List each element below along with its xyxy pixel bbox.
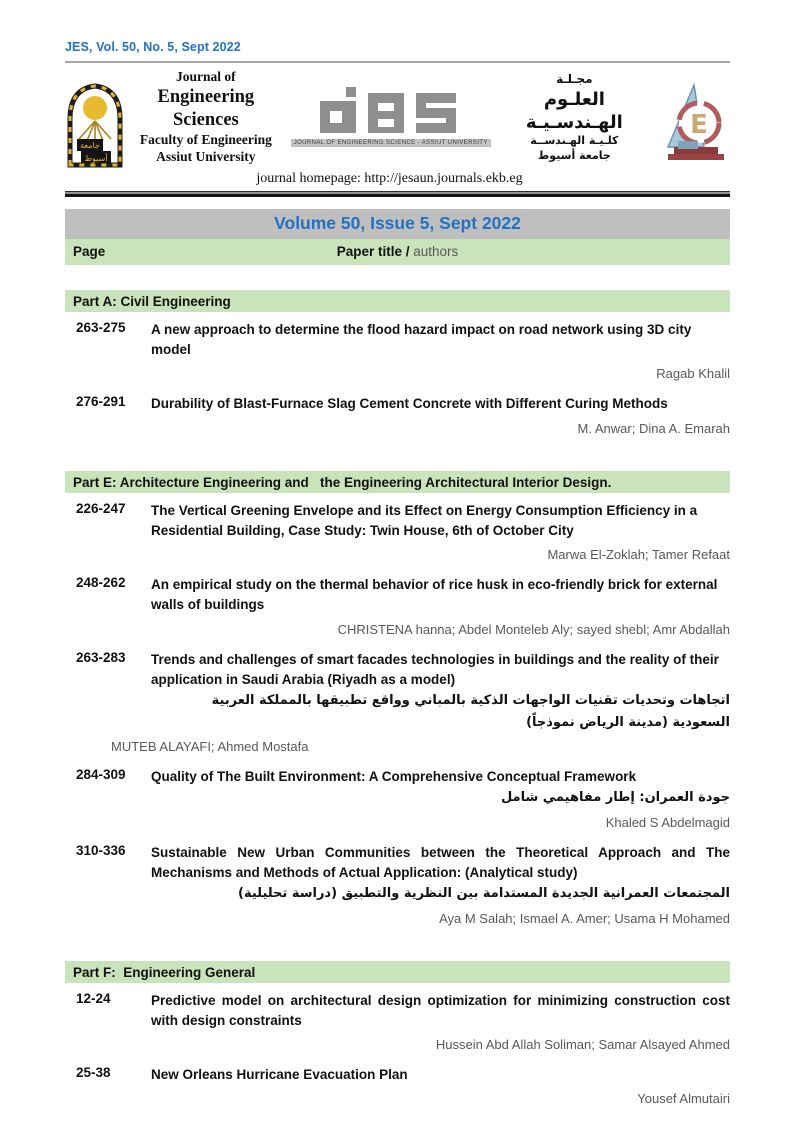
arabic-journal-name: العلـوم الهـندسـيـة <box>525 88 623 133</box>
masthead <box>65 63 730 191</box>
toc-section <box>65 471 730 936</box>
paper-pages: 263-275 <box>76 319 126 335</box>
paper-row <box>65 840 730 936</box>
paper-pages: 276-291 <box>76 394 126 410</box>
paper-title: Quality of The Built Environment: A Comprehensive Conceptual Framework <box>151 769 637 784</box>
section-header: Part E: Architecture Engineering and the Engineering Architectural Interior Design. <box>65 471 730 493</box>
paper-authors: CHRISTENA hanna; Abdel Monteleb Aly; sayed shebl; Amr Abdallah <box>337 621 730 637</box>
svg-text:جامعة: جامعة <box>80 141 100 151</box>
volume-banner-title: Volume 50, Issue 5, Sept 2022 <box>274 213 521 234</box>
paper-title-arabic: المجتمعات العمرانية الجديدة المستدامة بين النظرية والتطبيق (دراسة تحليلية) <box>238 886 730 902</box>
paper-row <box>65 498 730 573</box>
issue-line: JES, Vol. 50, No. 5, Sept 2022 <box>65 40 241 54</box>
svg-text:أسيوط: أسيوط <box>84 154 108 164</box>
paper-entry <box>151 572 730 647</box>
arabic-magazine-line: مجـلـة <box>556 71 593 86</box>
journal-title-block <box>125 69 287 166</box>
paper-pages: 284-309 <box>76 767 126 782</box>
section-header: Part A: Civil Engineering <box>65 290 730 312</box>
faculty-of-engineering-logo-icon <box>654 81 730 174</box>
jes-logo-icon <box>287 87 495 147</box>
paper-title: Trends and challenges of smart facades technologies in buildings and the reality of their application in Saudi Arabia (Riyadh as a model) <box>151 651 719 687</box>
paper-entry <box>151 764 730 840</box>
paper-authors: MUTEB ALAYAFI; Ahmed Mostafa <box>111 739 309 754</box>
paper-pages: 226-247 <box>76 500 126 516</box>
assiut-university-logo-icon <box>65 81 125 174</box>
paper-entry <box>151 840 730 936</box>
paper-pages: 310-336 <box>76 842 126 858</box>
journal-homepage-link[interactable]: journal homepage: http://jesaun.journals.ekb.eg <box>256 170 523 186</box>
paper-entry <box>151 988 730 1063</box>
paper-title: Sustainable New Urban Communities between the Theoretical Approach and The Mechanisms and Methods of Actual Application: (Analytical study) <box>151 844 730 880</box>
paper-row <box>65 317 730 392</box>
paper-title-label: Paper title / <box>336 244 414 260</box>
paper-title: New Orleans Hurricane Evacuation Plan <box>151 1067 408 1083</box>
paper-entry <box>151 391 730 445</box>
paper-title: Durability of Blast-Furnace Slag Cement Concrete with Different Curing Methods <box>151 396 668 412</box>
paper-title: The Vertical Greening Envelope and its Effect on Energy Consumption Efficiency in a Residential Building, Case Study: Twin House, 6th of October City <box>151 502 698 538</box>
paper-entry <box>151 1062 730 1116</box>
toc-section <box>65 961 730 1117</box>
page-column-header: Page <box>73 244 106 260</box>
paper-title-arabic: اتجاهات وتحديات تقنيات الواجهات الذكية بالمباني وواقع تطبيقها بالمملكة العربية السعودية (مدينة الرياض نموذجاً) <box>211 693 730 730</box>
paper-entry <box>151 317 730 392</box>
paper-authors: Yousef Almutairi <box>637 1091 730 1107</box>
paper-row <box>65 647 730 764</box>
paper-entry <box>151 498 730 573</box>
table-header-row <box>65 239 730 265</box>
volume-banner <box>65 209 730 239</box>
paper-authors: M. Anwar; Dina A. Emarah <box>577 420 730 436</box>
paper-title-column-header <box>65 244 730 259</box>
paper-row <box>65 391 730 445</box>
jes-logo-caption: JOURNAL OF ENGINEERING SCIENCE - ASSIUT UNIVERSITY <box>291 139 491 147</box>
journal-title-block-arabic <box>495 72 654 163</box>
svg-text:E: E <box>690 110 708 141</box>
paper-title-arabic: جودة العمران: إطار مفاهيمي شامل <box>500 790 730 806</box>
toc-sections <box>65 290 730 1117</box>
paper-authors: Marwa El-Zoklah; Tamer Refaat <box>547 547 730 563</box>
journal-of-line: Journal of <box>176 69 236 84</box>
paper-title: An empirical study on the thermal behavior of rice husk in eco-friendly brick for external walls of buildings <box>151 577 718 613</box>
paper-pages: 248-262 <box>76 575 126 591</box>
paper-pages: 25-38 <box>76 1065 111 1081</box>
paper-authors: Hussein Abd Allah Soliman; Samar Alsayed Ahmed <box>435 1037 730 1053</box>
journal-name: Engineering Sciences <box>157 86 255 130</box>
paper-authors: Khaled S Abdelmagid <box>605 814 730 830</box>
paper-authors: Ragab Khalil <box>656 366 730 382</box>
header-bottom-rule <box>65 191 730 197</box>
paper-entry <box>111 647 730 764</box>
paper-row <box>65 988 730 1063</box>
paper-row <box>65 572 730 647</box>
toc-section <box>65 290 730 446</box>
paper-row <box>65 1062 730 1116</box>
paper-row <box>65 764 730 840</box>
arabic-university-line: جامعة أسيوط <box>537 148 611 162</box>
paper-pages: 12-24 <box>76 990 111 1006</box>
paper-title: A new approach to determine the flood hazard impact on road network using 3D city model <box>151 321 692 358</box>
arabic-faculty-line: كلـيـة الهـندســة <box>530 134 619 148</box>
paper-pages: 263-283 <box>76 649 126 665</box>
paper-title: Predictive model on architectural design optimization for minimizing construction cost with design constraints <box>151 992 730 1028</box>
paper-authors: Aya M Salah; Ismael A. Amer; Usama H Mohamed <box>439 910 730 926</box>
section-header: Part F: Engineering General <box>65 961 730 983</box>
authors-label: authors <box>413 244 459 260</box>
university-line: Assiut University <box>156 149 256 164</box>
faculty-line: Faculty of Engineering <box>139 132 272 148</box>
